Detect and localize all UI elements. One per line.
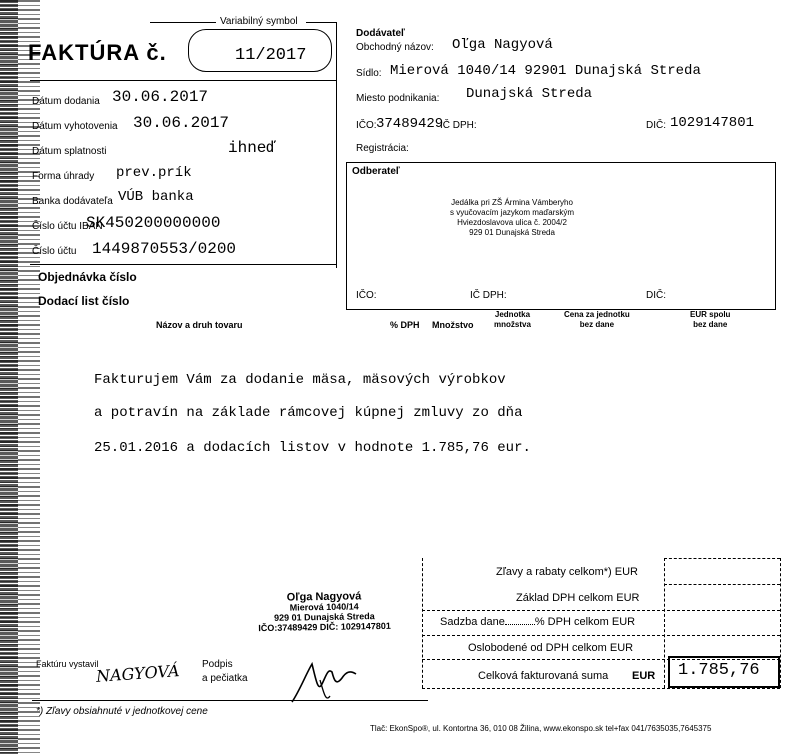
supplier-ico-value: 37489429: [376, 116, 444, 132]
issue-date-value: 30.06.2017: [133, 114, 230, 132]
due-date-value: ihneď: [228, 139, 277, 157]
supplier-name-label: Obchodný názov:: [356, 42, 434, 53]
left-right-divider: [336, 22, 337, 268]
col-quantity: Množstvo: [432, 320, 474, 330]
stamp-line: 929 01 Dunajská Streda: [274, 611, 375, 623]
variable-symbol-value: 11/2017: [235, 46, 307, 65]
stamp-line: Mierová 1040/14: [289, 601, 359, 613]
discounts-label: Zľavy a rabaty celkom*) EUR: [496, 566, 638, 578]
body-line-1: Fakturujem Vám za dodanie mäsa, mäsových výrobkov: [94, 372, 506, 388]
body-line-3: 25.01.2016 a dodacích listov v hodnote 1.785,76 eur.: [94, 440, 531, 456]
delivery-date-label: Dátum dodania: [32, 96, 100, 107]
customer-address-line: s vyučovacím jazykom maďarským: [450, 208, 575, 217]
iban-value: SK450200000000: [86, 214, 221, 232]
exempt-label: Oslobodené od DPH celkom EUR: [468, 642, 634, 654]
invoice-title: FAKTÚRA č.: [28, 40, 167, 65]
footer-note: *) Zľavy obsiahnuté v jednotkovej cene: [36, 706, 208, 717]
vat-base-label: Základ DPH celkom EUR: [516, 592, 640, 604]
supplier-dic-value: 1029147801: [670, 115, 755, 131]
issued-by-value: NAGYOVÁ: [95, 661, 181, 686]
col-item-name: Názov a druh tovaru: [156, 320, 243, 330]
col-total-line: bez dane: [693, 320, 728, 329]
supplier-dic-label: DIČ:: [646, 120, 666, 131]
business-place-label: Miesto podnikania:: [356, 93, 440, 104]
supplier-name-value: Oľga Nagyová: [452, 37, 553, 53]
col-unit: [494, 310, 531, 330]
vat-rate-label: [440, 616, 635, 628]
customer-address-line: Hviezdoslavova ulica č. 2004/2: [457, 218, 567, 227]
issued-by-label: Faktúru vystavil: [36, 659, 99, 669]
stamp: [258, 591, 391, 633]
due-date-label: Dátum splatnosti: [32, 146, 107, 157]
iban-label: Číslo účtu IBAN: [32, 221, 103, 232]
title-rule-right: [306, 22, 336, 23]
vat-rate-label-a: Sadzba dane: [440, 616, 505, 628]
totals-bottom: [422, 688, 780, 689]
supplier-seat-label: Sídlo:: [356, 68, 382, 79]
supplier-ico-label: IČO:: [356, 120, 377, 131]
account-label: Číslo účtu: [32, 246, 77, 257]
totals-value-border: [664, 558, 665, 688]
totals-right-border: [780, 558, 781, 688]
customer-address: [450, 198, 574, 238]
totals-row-2: [422, 610, 780, 611]
supplier-heading: Dodávateľ: [356, 28, 405, 39]
order-label: Objednávka číslo: [38, 270, 137, 284]
title-bottom-rule: [30, 80, 336, 81]
stamp-line: Oľga Nagyová: [286, 590, 362, 604]
total-currency: EUR: [632, 670, 656, 682]
bank-value: VÚB banka: [118, 189, 194, 205]
col-total-line: EUR spolu: [690, 310, 731, 319]
totals-row-1: [664, 584, 780, 585]
col-unit-price-line: Cena za jednotku: [564, 310, 630, 319]
customer-address-line: Jedálka pri ZŠ Ármina Vámberyho: [451, 198, 573, 207]
totals-left-border: [422, 558, 423, 688]
footer-rule: [32, 700, 428, 701]
totals-row-3: [422, 635, 780, 636]
vat-rate-label-b: % DPH celkom EUR: [534, 616, 636, 628]
supplier-icdph-label: IČ DPH:: [440, 120, 477, 131]
customer-icdph-label: IČ DPH:: [470, 290, 507, 301]
signature-label-line: Podpis: [202, 659, 233, 670]
print-info: Tlač: EkonSpo®, ul. Kontortna 36, 010 08 Žilina, www.ekonspo.sk tel+fax 041/7635035,7645375: [370, 724, 712, 733]
issue-date-label: Dátum vyhotovenia: [32, 121, 118, 132]
customer-heading: Odberateľ: [352, 166, 400, 177]
customer-address-line: 929 01 Dunajská Streda: [469, 228, 555, 237]
variable-symbol-label: Variabilný symbol: [220, 16, 298, 27]
totals-top: [664, 558, 780, 559]
account-rule: [30, 264, 336, 265]
business-place-value: Dunajská Streda: [466, 86, 593, 102]
title-rule: [150, 22, 216, 23]
delivery-note-label: Dodací list číslo: [38, 294, 130, 308]
col-vat-pct: % DPH: [390, 320, 420, 330]
total-label: Celková fakturovaná suma: [478, 670, 609, 682]
registration-label: Registrácia:: [356, 143, 409, 154]
account-value: 1449870553/0200: [92, 240, 237, 258]
delivery-date-value: 30.06.2017: [112, 88, 209, 106]
signature-label: [202, 658, 248, 686]
customer-ico-label: IČO:: [356, 290, 377, 301]
payment-form-label: Forma úhrady: [32, 171, 95, 182]
col-unit-price: [564, 310, 630, 330]
supplier-seat-value: Mierová 1040/14 92901 Dunajská Streda: [390, 63, 701, 79]
scan-edge-shadow-dark: [0, 0, 18, 754]
body-line-2: a potravín na základe rámcovej kúpnej zmluvy zo dňa: [94, 405, 523, 421]
signature-label-line: a pečiatka: [202, 673, 248, 684]
total-value: 1.785,76: [678, 661, 760, 680]
col-unit-line: množstva: [494, 320, 531, 329]
bank-label: Banka dodávateľa: [32, 196, 113, 207]
payment-form-value: prev.prík: [116, 165, 192, 181]
col-total: [690, 310, 730, 330]
customer-dic-label: DIČ:: [646, 290, 666, 301]
col-unit-line: Jednotka: [494, 310, 531, 319]
col-unit-price-line: bez dane: [579, 320, 615, 329]
stamp-line: IČO:37489429 DIČ: 1029147801: [258, 620, 391, 634]
